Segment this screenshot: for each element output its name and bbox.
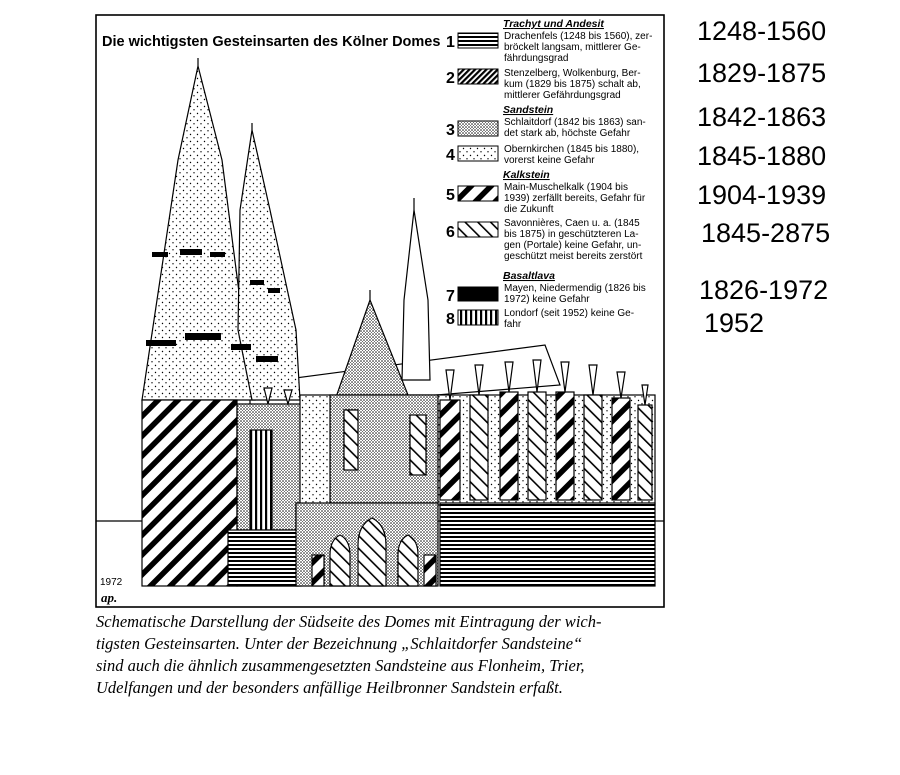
transept-gable	[335, 300, 410, 400]
caption-line: Schematische Darstellung der Südseite des Domes mit Eintragung der wich-	[96, 612, 602, 631]
legend-text: Stenzelberg, Wolkenburg, Ber-	[504, 68, 641, 79]
legend-text: 1972) keine Gefahr	[504, 294, 590, 305]
londorf-section	[250, 430, 272, 530]
figure-year: 1972	[100, 577, 123, 588]
legend-number: 6	[446, 224, 455, 241]
date-annotation: 1904-1939	[697, 180, 827, 210]
legend-category-sandstein: Sandstein	[503, 104, 554, 116]
legend-swatch-wide-diagonal	[458, 186, 498, 201]
date-annotation: 1842-1863	[697, 102, 827, 132]
plinth-left	[228, 530, 298, 586]
legend-text: mittlerer Gefährdungsgrad	[504, 90, 621, 101]
date-annotation: 1845-2875	[701, 218, 831, 248]
legend-category-kalkstein: Kalkstein	[503, 169, 550, 181]
legend-number: 3	[446, 122, 455, 139]
legend-number: 4	[446, 147, 455, 164]
legend-text: geschützt meist bereits zerstört	[504, 251, 643, 262]
legend-swatch-dense-diagonal	[458, 69, 498, 84]
legend-text: Mayen, Niedermendig (1826 bis	[504, 283, 646, 294]
date-annotation: 1845-1880	[697, 141, 827, 171]
caption-line: Udelfangen und der besonders anfällige Heilbronner Sandstein erfaßt.	[96, 678, 563, 697]
figure-caption	[96, 611, 676, 699]
caption-line: tigsten Gesteinsarten. Unter der Bezeichnung „Schlaitdorfer Sandsteine“	[96, 634, 583, 653]
legend-text: bröckelt langsam, mittlerer Ge-	[504, 42, 641, 53]
legend-category-trachyt: Trachyt und Andesit	[503, 18, 604, 30]
legend	[440, 18, 662, 338]
legend-text: gen (Portale) keine Gefahr, un-	[504, 240, 642, 251]
legend-number: 5	[446, 187, 455, 204]
plinth-right	[440, 503, 655, 586]
figure-signature: ap.	[101, 590, 118, 605]
date-annotation: 1248-1560	[697, 16, 827, 46]
legend-text: die Zukunft	[504, 204, 554, 215]
choir-spire	[402, 210, 430, 380]
legend-swatch-vertical	[458, 310, 498, 325]
west-tower-left-lower	[142, 400, 237, 586]
legend-text: 1939) zerfällt bereits, Gefahr für	[504, 193, 646, 204]
date-annotation: 1826-1972	[699, 275, 829, 305]
date-annotation: 1829-1875	[697, 58, 827, 88]
legend-text: bis 1875) in geschützteren La-	[504, 229, 639, 240]
legend-text: Main-Muschelkalk (1904 bis	[504, 182, 628, 193]
legend-number: 1	[446, 34, 455, 51]
legend-text: kum (1829 bis 1875) schalt ab,	[504, 79, 641, 90]
legend-category-basaltlava: Basaltlava	[503, 270, 555, 282]
legend-swatch-solid-black	[458, 287, 498, 301]
date-annotation: 1952	[704, 308, 765, 338]
buttresses	[440, 392, 652, 500]
legend-number: 7	[446, 288, 455, 305]
legend-text: det stark ab, höchste Gefahr	[504, 128, 631, 139]
legend-swatch-back-diagonal	[458, 222, 498, 237]
caption-line: sind auch die ähnlich zusammengesetzten Sandsteine aus Flonheim, Trier,	[96, 656, 585, 675]
legend-swatch-horizontal	[458, 33, 498, 48]
legend-text: Drachenfels (1248 bis 1560), zer-	[504, 31, 653, 42]
legend-number: 2	[446, 70, 455, 87]
legend-number: 8	[446, 311, 455, 328]
figure-title: Die wichtigsten Gesteinsarten des Kölner Domes	[102, 34, 441, 50]
legend-text: Obernkirchen (1845 bis 1880),	[504, 144, 640, 155]
legend-text: Schlaitdorf (1842 bis 1863) san-	[504, 117, 646, 128]
legend-text: vorerst keine Gefahr	[504, 155, 595, 166]
legend-text: fährdungsgrad	[504, 53, 569, 64]
legend-swatch-dense-dots	[458, 121, 498, 136]
legend-text: Londorf (seit 1952) keine Ge-	[504, 308, 635, 319]
legend-text: fahr	[504, 319, 522, 330]
legend-text: Savonnières, Caen u. a. (1845	[504, 218, 640, 229]
legend-swatch-sparse-dots	[458, 146, 498, 161]
